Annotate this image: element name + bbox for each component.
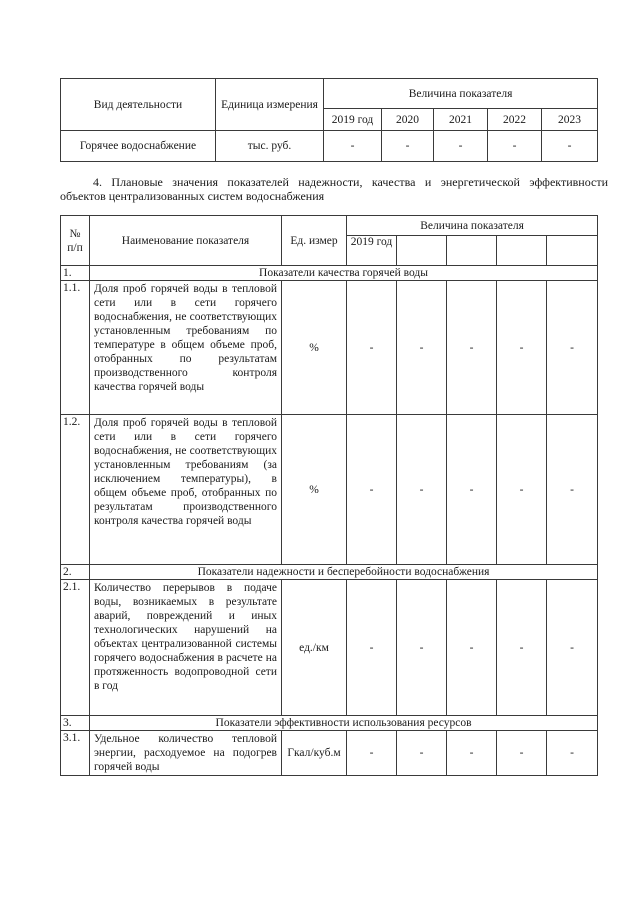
year-cell: 2023	[542, 109, 598, 131]
tariff-table	[60, 78, 598, 162]
indicator-name: Количество перерывов в подаче воды, возникаемых в результате аварий, повреждений и иных технологических нарушений на объектах централизованной системы горячего водоснабжения в расчете на протяженность водопроводной сети в год	[90, 580, 282, 716]
table-row	[61, 131, 598, 162]
table-row	[61, 580, 598, 716]
row-num: 3.1.	[61, 731, 90, 776]
unit-cell: тыс. руб.	[216, 131, 324, 162]
section-title: Показатели надежности и бесперебойности водоснабжения	[90, 565, 598, 580]
table-row	[61, 415, 598, 565]
value-cell: -	[347, 281, 397, 415]
row-num: 1.1.	[61, 281, 90, 415]
value-cell: -	[382, 131, 434, 162]
unit-cell: ед./км	[282, 580, 347, 716]
section-heading	[60, 175, 608, 203]
year-cell: 2019 год	[347, 236, 397, 266]
year-cell: 2019 год	[324, 109, 382, 131]
header-unit: Ед. измер	[282, 216, 347, 266]
unit-cell: Гкал/куб.м	[282, 731, 347, 776]
section-num: 1.	[61, 266, 90, 281]
activity-cell: Горячее водоснабжение	[61, 131, 216, 162]
value-cell: -	[497, 580, 547, 716]
value-cell: -	[447, 580, 497, 716]
header-value: Величина показателя	[347, 216, 598, 236]
value-cell: -	[447, 415, 497, 565]
year-cell: 2020	[382, 109, 434, 131]
value-cell: -	[397, 415, 447, 565]
value-cell: -	[434, 131, 488, 162]
value-cell: -	[547, 415, 598, 565]
header-value: Величина показателя	[324, 79, 598, 109]
section-row	[61, 565, 598, 580]
row-num: 1.2.	[61, 415, 90, 565]
header-activity: Вид деятельности	[61, 79, 216, 131]
indicators-table	[60, 215, 598, 776]
section-num: 2.	[61, 565, 90, 580]
section-row	[61, 266, 598, 281]
value-cell: -	[397, 580, 447, 716]
unit-cell: %	[282, 415, 347, 565]
section-title: Показатели качества горячей воды	[90, 266, 598, 281]
value-cell: -	[542, 131, 598, 162]
year-cell: 2021	[434, 109, 488, 131]
value-cell: -	[497, 731, 547, 776]
value-cell: -	[347, 731, 397, 776]
year-cell	[547, 236, 598, 266]
header-unit: Единица измерения	[216, 79, 324, 131]
year-cell: 2022	[488, 109, 542, 131]
value-cell: -	[497, 281, 547, 415]
year-cell	[397, 236, 447, 266]
header-name: Наименование показателя	[90, 216, 282, 266]
value-cell: -	[547, 731, 598, 776]
value-cell: -	[347, 415, 397, 565]
value-cell: -	[547, 580, 598, 716]
value-cell: -	[447, 731, 497, 776]
table-row	[61, 731, 598, 776]
value-cell: -	[447, 281, 497, 415]
value-cell: -	[547, 281, 598, 415]
table-row	[61, 281, 598, 415]
year-cell	[497, 236, 547, 266]
value-cell: -	[324, 131, 382, 162]
indicator-name: Доля проб горячей воды в тепловой сети или в сети горячего водоснабжения, не соответствующих установленным требованиям по температуре в общем объеме проб, отобранных по результатам производственного контроля качества горячей воды	[90, 281, 282, 415]
value-cell: -	[347, 580, 397, 716]
value-cell: -	[397, 281, 447, 415]
section-title: Показатели эффективности использования ресурсов	[90, 716, 598, 731]
indicator-name: Удельное количество тепловой энергии, расходуемое на подогрев горячей воды	[90, 731, 282, 776]
heading-line-1: 4. Плановые значения показателей надежности, качества и энергетической эффективности	[93, 175, 608, 189]
value-cell: -	[397, 731, 447, 776]
section-num: 3.	[61, 716, 90, 731]
value-cell: -	[497, 415, 547, 565]
heading-line-2: объектов централизованных систем водоснабжения	[60, 189, 325, 203]
value-cell: -	[488, 131, 542, 162]
row-num: 2.1.	[61, 580, 90, 716]
unit-cell: %	[282, 281, 347, 415]
section-row	[61, 716, 598, 731]
indicator-name: Доля проб горячей воды в тепловой сети или в сети горячего водоснабжения, не соответствующих установленным требованиям (за исключением температуры), в общем объеме проб, отобранных по результатам производственного контроля качества горячей воды	[90, 415, 282, 565]
header-num: № п/п	[61, 216, 90, 266]
year-cell	[447, 236, 497, 266]
